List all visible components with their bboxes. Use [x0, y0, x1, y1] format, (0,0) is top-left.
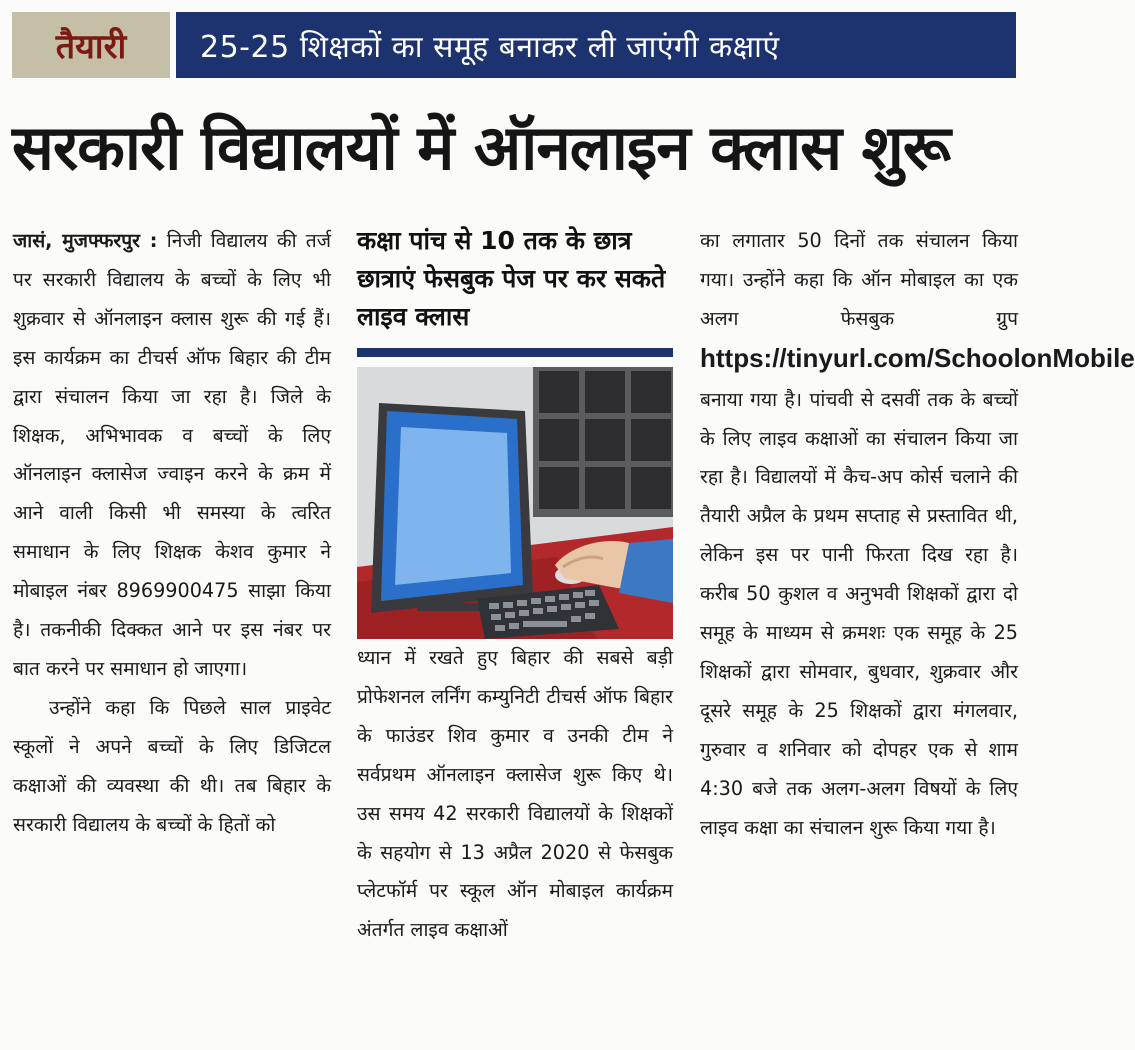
section-banner	[12, 12, 1016, 78]
paragraph	[13, 222, 331, 689]
article-column-3	[700, 222, 1135, 848]
article-column-1	[13, 222, 331, 845]
divider	[357, 348, 673, 357]
article-column-2	[357, 222, 673, 950]
paragraph: ध्यान में रखते हुए बिहार की सबसे बड़ी प्रोफेशनल लर्निंग कम्युनिटी टीचर्स ऑफ बिहार के फाउंडर शिव कुमार व उनकी टीम ने सर्वप्रथम ऑनलाइन क्लासेज शुरू किए थे। उस समय 42 सरकारी विद्यालयों के शिक्षकों के सहयोग से 13 अप्रैल 2020 से फेसबुक प्लेटफॉर्म पर स्कूल ऑन मोबाइल कार्यक्रम अंतर्गत लाइव कक्षाओं	[357, 646, 673, 942]
byline: जासं, मुजफ्फरपुर :	[13, 229, 158, 252]
paragraph: उन्होंने कहा कि पिछले साल प्राइवेट स्कूलों ने अपने बच्चों के लिए डिजिटल कक्षाओं की व्यवस्था की थी। तब बिहार के सरकारी विद्यालय के बच्चों के हितों को	[13, 695, 331, 836]
subheadline: कक्षा पांच से 10 तक के छात्र छात्राएं फेसबुक पेज पर कर सकते लाइव क्लास	[357, 226, 666, 331]
banner-subtitle: 25-25 शिक्षकों का समूह बनाकर ली जाएंगी कक्षाएं	[176, 12, 1016, 78]
headline: सरकारी विद्यालयों में ऑनलाइन क्लास शुरू	[12, 111, 950, 184]
computer-keyboard-illustration	[357, 367, 673, 639]
paragraph	[700, 222, 1135, 848]
section-tag: तैयारी	[12, 12, 170, 78]
paragraph-text: निजी विद्यालय की तर्ज पर सरकारी विद्यालय के बच्चों के लिए भी शुक्रवार से ऑनलाइन क्लास शुरू की गई हैं। इस कार्यक्रम का टीचर्स ऑफ बिहार की टीम द्वारा संचालन किया जा रहा है। जिले के शिक्षक, अभिभावक व बच्चों के लिए ऑनलाइन क्लासेज ज्वाइन करने के क्रम में आने वाली किसी भी समस्या के त्वरित समाधान के लिए शिक्षक केशव कुमार ने मोबाइल नंबर 8969900475 साझा किया है। तकनीकी दिक्कत आने पर इस नंबर पर बात करने पर समाधान हो जाएगा।	[13, 229, 331, 680]
paragraph-text: बनाया गया है। पांचवी से दसवीं तक के बच्चों के लिए लाइव कक्षाओं का संचालन किया जा रहा है। विद्यालयों में कैच-अप कोर्स चलाने की तैयारी अप्रैल के प्रथम सप्ताह से प्रस्तावित थी, लेकिन इस पर पानी फिरता दिख रहा है। करीब 50 कुशल व अनुभवी शिक्षकों द्वारा दो समूह के माध्यम से क्रमशः एक समूह के 25 शिक्षकों द्वारा सोमवार, बुधवार, शुक्रवार और दूसरे समूह के 25 शिक्षकों द्वारा मंगलवार, गुरुवार व शनिवार को दोपहर एक से शाम 4:30 बजे तक अलग-अलग विषयों के लिए लाइव कक्षा का संचालन शुरू किया गया है।	[700, 387, 1018, 839]
paragraph-text: का लगातार 50 दिनों तक संचालन किया गया। उन्होंने कहा कि ऑन मोबाइल का एक अलग फेसबुक ग्रुप	[700, 229, 1018, 330]
facebook-group-url: https://tinyurl.com/SchoolonMobile	[700, 342, 1135, 373]
